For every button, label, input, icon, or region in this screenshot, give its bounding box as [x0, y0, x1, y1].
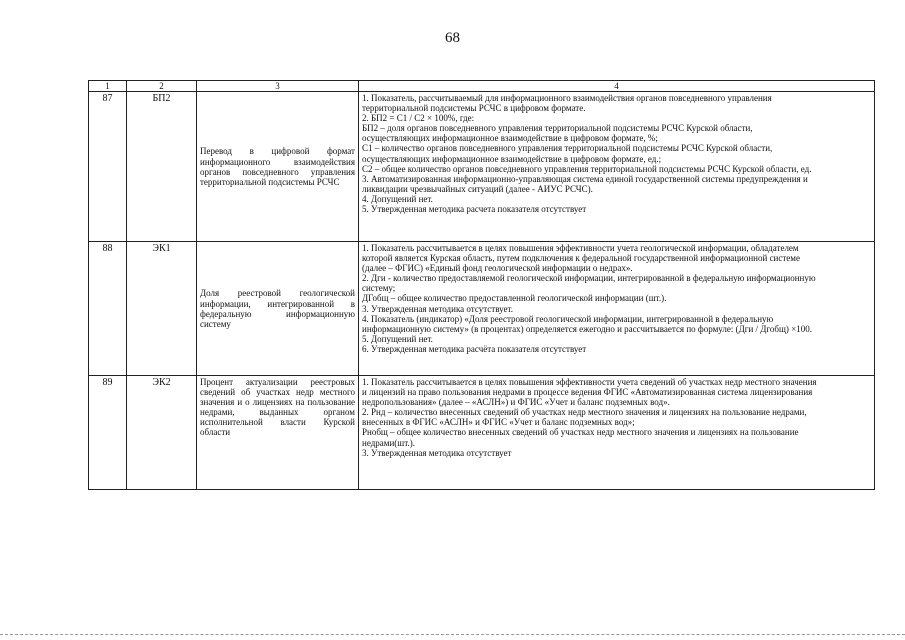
description-line: Рнобщ – общее количество внесенных сведений об участках недр местного значения и лицензиях на пользование: [362, 427, 799, 438]
row-number: 89: [89, 376, 127, 490]
description-line: 4. Допущений нет.: [362, 193, 433, 204]
description-line: 5. Утвержденная методика расчета показателя отсутствует: [362, 203, 587, 214]
row-number: 87: [89, 92, 127, 242]
description-line: 2. Дги - количество предоставляемой геологической информации, интегрированной в федеральную информационную: [362, 273, 816, 284]
description-line: систему;: [362, 283, 396, 294]
description-line: 6. Утвержденная методика расчёта показателя отсутствует: [362, 343, 587, 354]
page-bottom-edge: [0, 634, 905, 635]
description-line: C2 – общее количество органов повседневного управления территориальной подсистемы РСЧС Курской области, ед.: [362, 163, 812, 174]
description-line: 1. Показатель рассчитывается в целях повышения эффективности учета сведений об участках недр местного значения: [362, 377, 817, 388]
indicator-name: Процент актуализации реестровых сведений об участках недр местного значения и о лицензиях на пользование недрами, выданных органом исполнительной власти Курской области: [197, 376, 359, 490]
description-line: которой является Курская область, путем подключения к федеральной государственной информационной системе: [362, 253, 800, 264]
table-header-row: [89, 81, 875, 92]
indicator-name: Перевод в цифровой формат информационного взаимодействия органов повседневного управления территориальной подсистемы РСЧС: [197, 92, 359, 242]
indicator-name: Доля реестровой геологической информации, интегрированной в федеральную информационную систему: [197, 242, 359, 376]
table-row: [89, 376, 875, 490]
description-line: 2. БП2 = C1 / C2 × 100%, где:: [362, 113, 475, 124]
indicator-description: [359, 242, 875, 376]
row-number: 88: [89, 242, 127, 376]
description-line: 4. Показатель (индикатор) «Доля реестровой геологической информации, интегрированной в федеральную: [362, 313, 774, 324]
header-cell-2: 2: [127, 81, 197, 92]
indicator-description: [359, 376, 875, 490]
description-line: 5. Допущений нет.: [362, 333, 433, 344]
description-line: (далее – ФГИС) «Единый фонд геологической информации о недрах».: [362, 263, 633, 274]
description-line: осуществляющих информационное взаимодействие в цифровом формате, ед.;: [362, 153, 662, 164]
indicator-code: ЭК1: [127, 242, 197, 376]
description-line: 3. Утвержденная методика отсутствует: [362, 447, 512, 458]
description-line: информационную систему» (в процентах) определяется ежегодно и рассчитывается по формуле: (Дги / Дгобщ) ×100.: [362, 323, 812, 334]
description-line: 3. Автоматизированная информационно-управляющая система единой государственной системы предупреждения и: [362, 173, 808, 184]
description-line: 3. Утвержденная методика отсутствует.: [362, 303, 514, 314]
description-line: 1. Показатель рассчитывается в целях повышения эффективности учета геологической информации, обладателем: [362, 243, 799, 254]
indicator-code: ЭК2: [127, 376, 197, 490]
table-row: [89, 242, 875, 376]
description-line: БП2 – доля органов повседневного управления территориальной подсистемы РСЧС Курской области,: [362, 123, 753, 134]
description-line: ликвидации чрезвычайных ситуаций (далее - АИУС РСЧС).: [362, 183, 593, 194]
description-line: внесенных в ФГИС «АСЛН» и ФГИС «Учет и баланс подземных вод»;: [362, 417, 635, 428]
description-line: недрами(шт.).: [362, 437, 415, 448]
header-cell-1: 1: [89, 81, 127, 92]
indicator-description: [359, 92, 875, 242]
table-row: [89, 92, 875, 242]
description-line: территориальной подсистемы РСЧС в цифровом формате.: [362, 103, 586, 114]
description-line: ДГобщ – общее количество предоставленной геологической информации (шт.).: [362, 293, 667, 304]
page-number: 68: [445, 30, 460, 46]
description-line: недропользования» (далее – «АСЛН») и ФГИС «Учет и баланс подземных вод».: [362, 397, 670, 408]
header-cell-4: 4: [359, 81, 875, 92]
description-line: и лицензий на право пользования недрами в процессе ведения ФГИС «Автоматизированная система лицензирования: [362, 387, 813, 398]
description-line: C1 – количество органов повседневного управления территориальной подсистемы РСЧС Курской области,: [362, 143, 773, 154]
header-cell-3: 3: [197, 81, 359, 92]
description-line: 2. Рнд – количество внесенных сведений об участках недр местного значения и лицензиях на пользование недрами,: [362, 407, 807, 418]
indicator-table: [88, 80, 875, 490]
description-line: осуществляющих информационное взаимодействие в цифровом формате, %;: [362, 133, 658, 144]
indicator-code: БП2: [127, 92, 197, 242]
description-line: 1. Показатель, рассчитываемый для информационного взаимодействия органов повседневного управления: [362, 93, 772, 104]
